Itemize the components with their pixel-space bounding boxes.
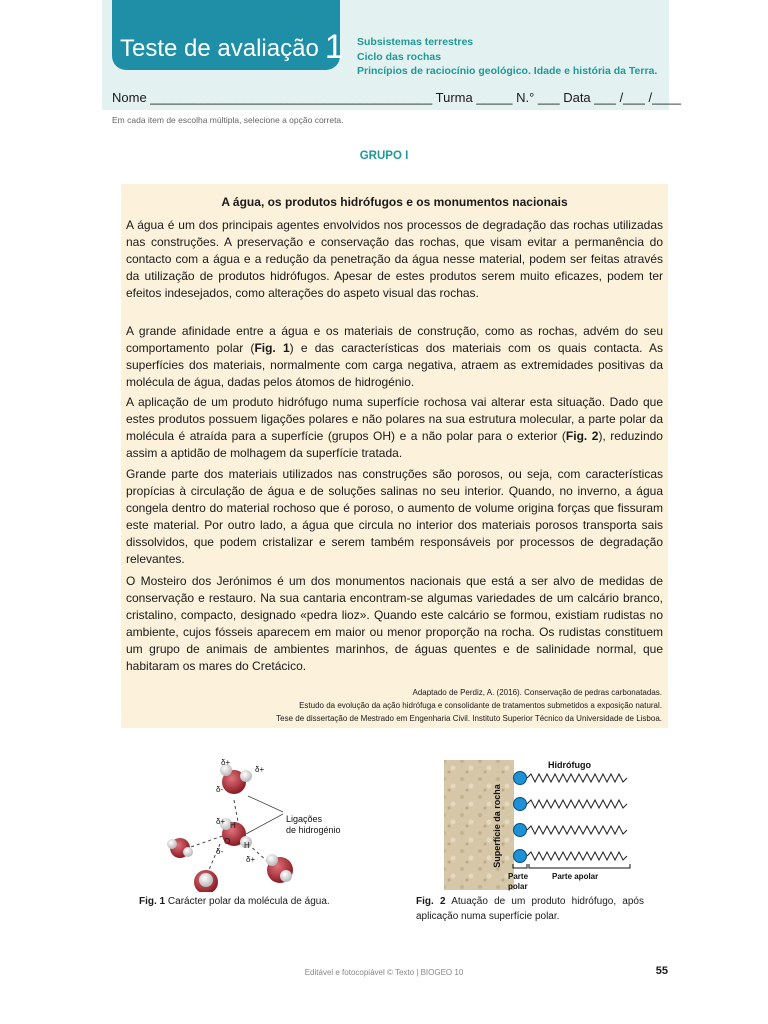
water-molecule-top	[220, 764, 252, 794]
fig1-reference: Fig. 1	[254, 341, 290, 356]
hydrophobic-product-figure	[440, 756, 648, 892]
subject-item: Princípios de raciocínio geológico. Idade e história da Terra.	[357, 65, 658, 77]
hydrophobic-molecule	[514, 850, 628, 863]
apolar-part-label: Parte apolar	[552, 872, 599, 881]
citation-line: Estudo da evolução da ação hidrófuga e consolidante de tratamentos submetidos a exposição natural.	[299, 701, 662, 710]
delta-plus-label: δ+	[216, 817, 226, 826]
subjects-list	[357, 35, 657, 79]
hydrogen-bonds-label-line2: de hidrogénio	[286, 825, 341, 835]
subject-item: Subsistemas terrestres	[357, 36, 474, 48]
paragraph-4: Grande parte dos materiais utilizados nas construções são porosos, ou seja, com características propícias à circulação de água e de soluções salinas no seu interior. Quando, no inverno, a água congela dentro do material rochoso que é poroso, o aumento de volume origina forças que fissuram este material. Por outro lado, a água que circula no interior dos materiais porosos transporta sais dissolvidos, que podem cristalizar e serem também responsáveis por processos de degradação relevantes.	[126, 467, 663, 567]
fig1-caption-text: Carácter polar da molécula de água.	[167, 896, 330, 907]
reading-title: A água, os produtos hidrófugos e os monumentos nacionais	[221, 195, 568, 209]
citation-line: Tese de dissertação de Mestrado em Engenharia Civil. Instituto Superior Técnico da Universidade de Lisboa.	[276, 714, 662, 723]
delta-minus-label: δ-	[216, 785, 224, 794]
polar-part-label-line1: Parte	[508, 872, 529, 881]
hydrogen-label: H	[244, 841, 250, 850]
test-title	[120, 28, 344, 66]
group-title: GRUPO I	[359, 150, 409, 162]
fig1-caption-label: Fig. 1	[139, 896, 166, 907]
polar-part-label-line2: polar	[508, 882, 528, 891]
page-number: 55	[655, 965, 668, 977]
fig2-caption-label: Fig. 2	[416, 896, 446, 907]
water-molecule-left	[167, 838, 193, 858]
hydrogen-bonds-label-line1: Ligações	[286, 814, 323, 824]
citation	[130, 686, 662, 725]
paragraph-2-text-a: A grande afinidade entre a água e os materiais de construção, como as rochas, advém do seu comportamento polar (	[126, 324, 663, 356]
oxygen-label: O	[224, 837, 231, 846]
paragraph-1: A água é um dos principais agentes envolvidos nos processos de degradação das rochas utilizadas nas construções. A preservação e conservação das rochas, que visam evitar a permanência do contacto com a água e a redução da penetração da água nesse material, podem ser feitas através da utilização de produtos hidrófugos. Apesar de estes produtos serem muito eficazes, podem ter efeitos indesejados, como alterações do aspeto visual das rochas.	[126, 218, 663, 301]
test-title-label: Teste de avaliação	[120, 35, 319, 62]
hydrophobic-molecule	[514, 824, 628, 837]
delta-plus-label: δ+	[255, 765, 265, 774]
hydrogen-label: H	[230, 821, 236, 830]
paragraph-3	[126, 394, 663, 462]
test-number: 1	[324, 28, 344, 66]
citation-line: Adaptado de Perdiz, A. (2016). Conservação de pedras carbonatadas.	[412, 688, 662, 697]
rock-surface-label: Superfície da rocha	[492, 784, 502, 868]
footer-text: Editável e fotocopiável © Texto | BIOGEO 10	[304, 968, 464, 977]
label-pointers	[246, 796, 283, 834]
instructions: Em cada item de escolha múltipla, selecione a opção correta.	[112, 115, 344, 125]
water-molecule-figure	[150, 752, 390, 892]
hydrophobic-molecule	[514, 798, 628, 811]
fig2-caption-text: Atuação de um produto hidrófugo, após aplicação numa superfície polar.	[416, 896, 644, 922]
paragraph-3-text-a: A aplicação de um produto hidrófugo numa superfície rochosa vai alterar esta situação. Dado que estes produtos possuem ligações polares e não polares na sua estrutura molecular, a parte polar da molécula é atraída para a superfície (grupos OH) e a não polar para o exterior (	[126, 395, 663, 444]
rock-surface	[444, 760, 514, 890]
fig1-caption	[139, 894, 379, 909]
part-brackets	[513, 864, 630, 868]
student-info-line: Nome _______________________________________ Turma _____ N.° ___ Data ___ /___ /____	[112, 90, 682, 105]
water-molecule-bottom-left	[194, 870, 218, 892]
hydrophobic-chains	[514, 772, 628, 863]
paragraph-2	[126, 323, 663, 391]
delta-minus-label: δ-	[216, 847, 224, 856]
hydrophobic-label: Hidrófugo	[548, 760, 591, 770]
hydrophobic-molecule	[514, 772, 628, 785]
paragraph-3-text-b: ), reduzindo assim a aptidão de molhagem da superfície tratada.	[126, 429, 663, 461]
water-molecule-bottom-right	[266, 854, 293, 883]
fig2-caption	[416, 894, 644, 924]
delta-plus-label: δ+	[246, 855, 256, 864]
fig2-reference: Fig. 2	[565, 429, 599, 444]
subject-item: Ciclo das rochas	[357, 50, 442, 63]
paragraph-5: O Mosteiro dos Jerónimos é um dos monumentos nacionais que está a ser alvo de medidas de conservação e restauro. Na sua cantaria encontram-se algumas variedades de um calcário branco, cristalino, compacto, designado «pedra lioz». Quando este calcário se formou, existiam rudistas no ambiente, cujos fósseis aparecem em maior ou menor proporção na rocha. Os rudistas constituem um grupo de animais de ambientes marinhos, de águas quentes e de salinidade normal, que habitaram os mares do Cretácico.	[126, 574, 663, 674]
paragraph-2-text-b: ) e das características dos materiais com os quais contacta. As superfícies dos materiais, normalmente com carga negativa, atraem as extremidades positivas da molécula de água, dadas pelos átomos de hidrogénio.	[126, 341, 663, 390]
delta-plus-label: δ+	[221, 758, 231, 767]
